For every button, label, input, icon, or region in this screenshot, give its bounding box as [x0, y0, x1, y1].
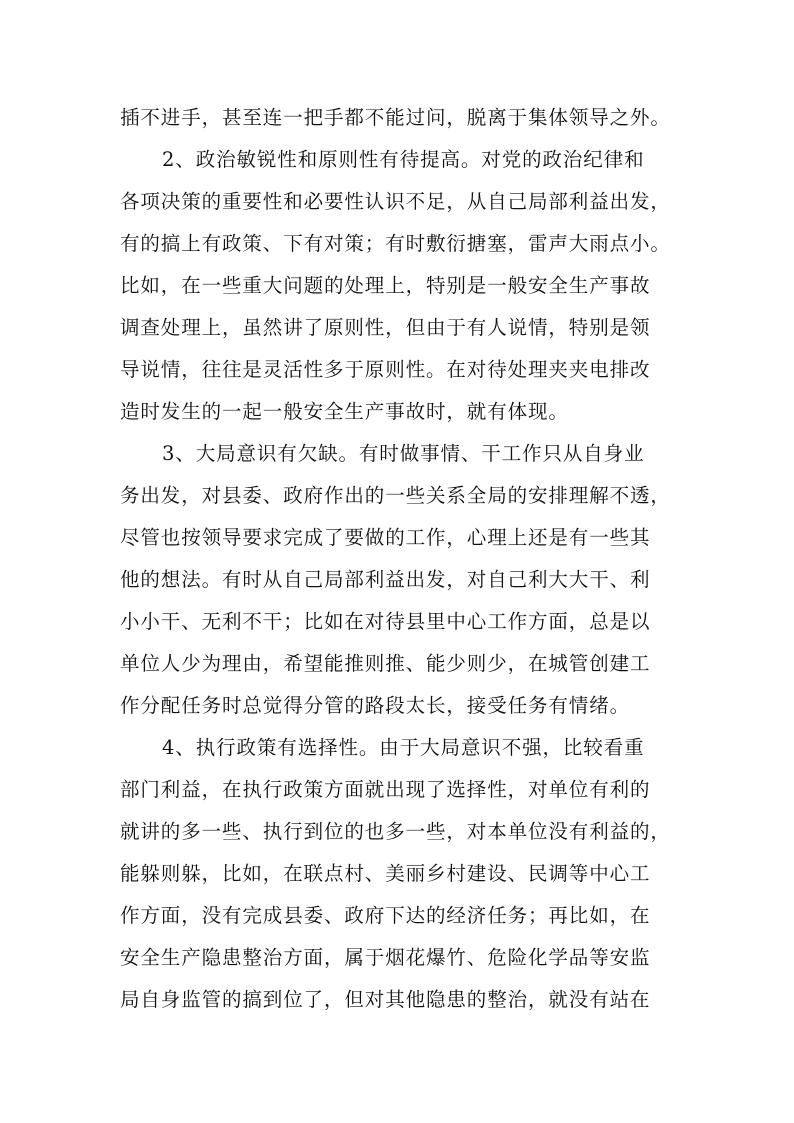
text-line: 部门利益，在执行政策方面就出现了选择性，对单位有利的: [120, 778, 651, 801]
text-line: 导说情，往往是灵活性多于原则性。在对待处理夹夹电排改: [120, 358, 651, 381]
text-line: 小小干、无利不干；比如在对待县里中心工作方面，总是以: [120, 610, 651, 633]
paragraph-heading-3: 3、大局意识有欠缺。有时做事情、干工作只从自身业: [162, 442, 645, 465]
paragraph-heading-2: 2、政治敏锐性和原则性有待提高。对党的政治纪律和: [162, 148, 645, 171]
text-line: 务出发，对县委、政府作出的一些关系全局的安排理解不透，: [120, 484, 671, 507]
text-line: 调查处理上，虽然讲了原则性，但由于有人说情，特别是领: [120, 316, 651, 339]
text-line: 有的搞上有政策、下有对策；有时敷衍搪塞，雷声大雨点小。: [120, 232, 671, 255]
text-line: 安全生产隐患整治方面，属于烟花爆竹、危险化学品等安监: [120, 946, 651, 969]
text-line: 就讲的多一些、执行到位的也多一些，对本单位没有利益的，: [120, 820, 671, 843]
text-line: 他的想法。有时从自己局部利益出发，对自己利大大干、利: [120, 568, 651, 591]
text-line: 各项决策的重要性和必要性认识不足，从自己局部利益出发，: [120, 190, 671, 213]
paragraph-heading-4: 4、执行政策有选择性。由于大局意识不强，比较看重: [162, 736, 645, 759]
text-line: 局自身监管的搞到位了，但对其他隐患的整治，就没有站在: [120, 988, 651, 1011]
text-line: 能躲则躲，比如，在联点村、美丽乡村建设、民调等中心工: [120, 862, 651, 885]
text-line: 作分配任务时总觉得分管的路段太长，接受任务有情绪。: [120, 694, 631, 717]
text-line: 插不进手，甚至连一把手都不能过问，脱离于集体领导之外。: [120, 106, 671, 129]
text-line: 比如，在一些重大问题的处理上，特别是一般安全生产事故: [120, 274, 651, 297]
text-line: 作方面，没有完成县委、政府下达的经济任务；再比如，在: [120, 904, 651, 927]
text-line: 单位人少为理由，希望能推则推、能少则少，在城管创建工: [120, 652, 651, 675]
text-line: 造时发生的一起一般安全生产事故时，就有体现。: [120, 400, 569, 423]
text-line: 尽管也按领导要求完成了要做的工作，心理上还是有一些其: [120, 526, 651, 549]
